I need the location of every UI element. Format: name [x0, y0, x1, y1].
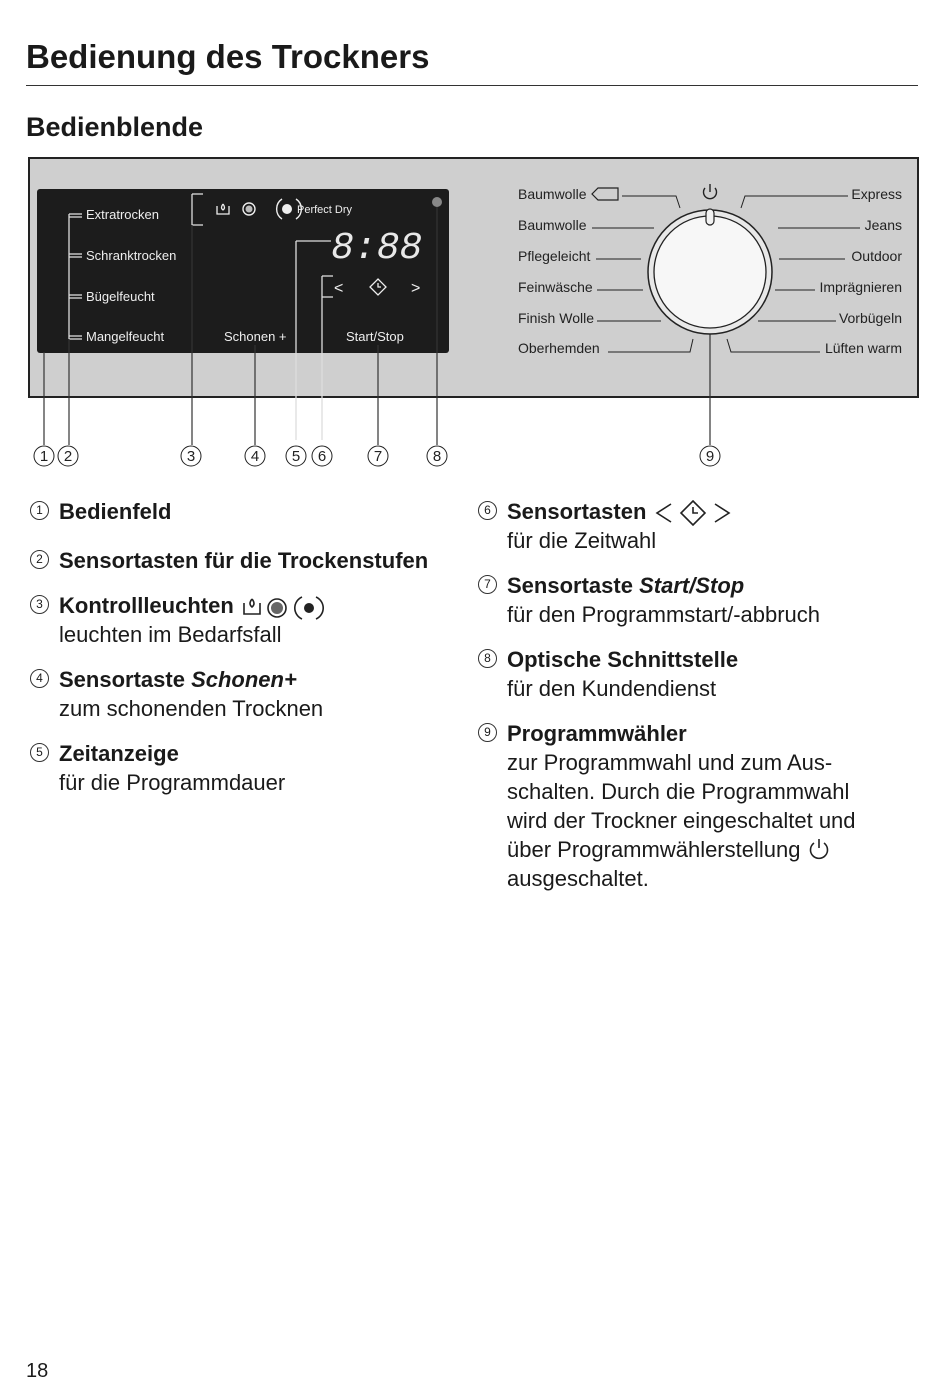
legend-title: Programmwähler — [507, 721, 687, 747]
level-mangelfeucht: Mangelfeucht — [86, 329, 165, 344]
legend-num: 2 — [30, 550, 49, 569]
callout-6: 6 — [317, 448, 327, 465]
chevron-left-icon — [657, 504, 671, 522]
level-extratrocken: Extratrocken — [86, 207, 159, 222]
optical-interface — [432, 197, 442, 207]
legend-text: für die Zeitwahl — [507, 528, 657, 554]
level-buegelfeucht: Bügelfeucht — [86, 289, 155, 304]
legend-text: für den Kundendienst — [507, 676, 717, 702]
legend-text-line: wird der Trockner eingeschaltet und — [507, 808, 856, 834]
legend-title: Zeitanzeige — [59, 741, 179, 767]
legend-num: 1 — [30, 501, 49, 520]
program-baumwolle-2: Baumwolle — [518, 217, 587, 233]
callout-4: 4 — [250, 448, 260, 465]
program-express: Express — [851, 186, 902, 202]
legend-title: Sensortasten für die Trockenstufen — [59, 548, 429, 573]
legend-item-6 — [474, 497, 924, 555]
legend-text: leuchten im Bedarfsfall — [59, 622, 282, 648]
legend-num: 9 — [478, 723, 497, 742]
clock-diamond-icon — [681, 501, 705, 525]
page-number: 18 — [26, 1360, 49, 1382]
callout-5: 5 — [291, 448, 301, 465]
control-panel-diagram — [0, 0, 950, 480]
callout-1: 1 — [39, 448, 49, 465]
legend-num: 4 — [30, 669, 49, 688]
legend-title: Optische Schnittstelle — [507, 647, 739, 673]
legend-title-italic: Schonen+ — [191, 667, 297, 693]
legend-title-italic: Start/Stop — [639, 573, 745, 599]
callout-8: 8 — [432, 448, 442, 465]
legend-item-9 — [474, 719, 924, 893]
chevron-right-icon — [715, 504, 729, 522]
water-tank-icon — [244, 599, 260, 614]
legend-item-2 — [26, 546, 476, 575]
legend-title: Sensortaste — [59, 667, 185, 693]
legend-item-8 — [474, 645, 924, 703]
legend-text: zum schonenden Trocknen — [59, 696, 324, 722]
legend-title: Sensortasten — [507, 499, 647, 524]
legend-item-3 — [26, 591, 476, 649]
power-icon — [807, 837, 831, 861]
arrow-right-sensor: > — [411, 280, 421, 297]
legend-item-5 — [26, 739, 476, 797]
schonen-sensor: Schonen + — [224, 329, 287, 344]
perfect-dry-icon — [295, 597, 323, 619]
legend-num: 8 — [478, 649, 497, 668]
level-schranktrocken: Schranktrocken — [86, 248, 177, 263]
legend-item-7 — [474, 571, 924, 629]
perfect-dry-label: Perfect Dry — [297, 204, 353, 216]
start-stop-sensor: Start/Stop — [346, 329, 404, 344]
legend-right — [474, 497, 924, 913]
legend-text-line: über Programmwählerstellung — [507, 837, 801, 863]
legend-text-line: ausgeschaltet. — [507, 866, 649, 892]
legend-num: 5 — [30, 743, 49, 762]
legend-title: Bedienfeld — [59, 499, 172, 524]
program-vorbuegeln: Vorbügeln — [838, 310, 902, 326]
program-lueften-warm: Lüften warm — [824, 340, 902, 356]
legend-num: 7 — [478, 575, 497, 594]
time-sensor-icons — [653, 500, 737, 526]
callout-9: 9 — [705, 448, 715, 465]
legend-text: für den Programmstart/-abbruch — [507, 602, 821, 628]
callout-3: 3 — [186, 448, 196, 465]
program-outdoor: Outdoor — [851, 248, 902, 264]
filter-icon — [268, 599, 286, 617]
legend-left — [26, 497, 476, 817]
indicator-icons — [240, 594, 324, 620]
section-title: Bedienblende — [26, 112, 204, 142]
program-selector-knob — [648, 209, 772, 334]
legend-item-1 — [26, 497, 476, 526]
page-title: Bedienung des Trockners — [26, 38, 430, 75]
legend-title: Sensortaste — [507, 573, 633, 599]
legend-title: Kontrollleuchten — [59, 593, 234, 618]
legend-text: für die Programmdauer — [59, 770, 286, 796]
legend-item-4 — [26, 665, 476, 723]
legend-text-line: schalten. Durch die Programmwahl — [507, 779, 850, 805]
legend-text-line: zur Programmwahl und zum Aus- — [507, 750, 833, 776]
callout-numbers — [34, 446, 720, 466]
callout-2: 2 — [63, 448, 73, 465]
program-impraegnieren: Imprägnieren — [819, 279, 902, 295]
program-pflegeleicht: Pflegeleicht — [518, 248, 591, 264]
time-display: 8:88 — [331, 227, 423, 270]
callout-7: 7 — [373, 448, 383, 465]
program-finish-wolle: Finish Wolle — [518, 310, 594, 326]
program-oberhemden: Oberhemden — [518, 340, 600, 356]
program-jeans: Jeans — [864, 217, 902, 233]
arrow-left-sensor: < — [334, 280, 344, 297]
legend-num: 6 — [478, 501, 497, 520]
program-feinwaesche: Feinwäsche — [518, 279, 593, 295]
program-baumwolle-1: Baumwolle — [518, 186, 587, 202]
legend-num: 3 — [30, 595, 49, 614]
